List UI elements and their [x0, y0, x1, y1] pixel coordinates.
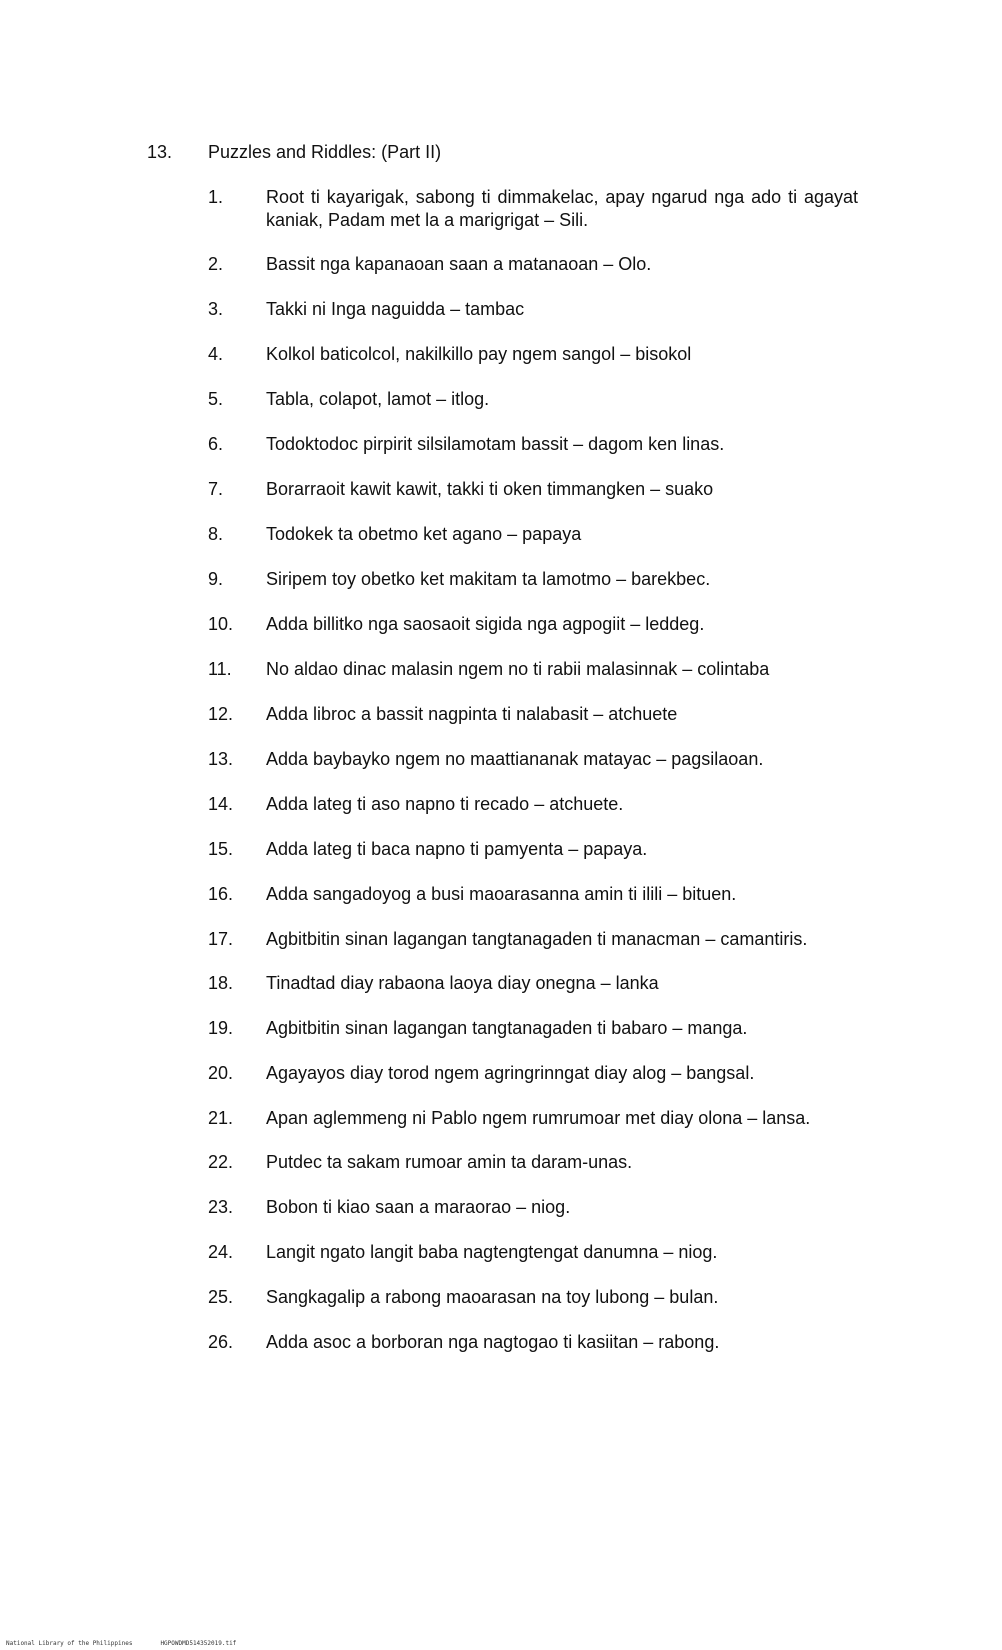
- riddle-item: [208, 298, 858, 321]
- riddle-item: [208, 478, 858, 501]
- riddle-number: 23.: [208, 1197, 234, 1217]
- riddle-number: 26.: [208, 1332, 234, 1352]
- riddle-number: 2.: [208, 254, 224, 274]
- riddle-text: Bassit nga kapanaoan saan a matanaoan – Olo.: [266, 254, 652, 274]
- riddle-text: Adda baybayko ngem no maattiananak matayac – pagsilaoan.: [266, 749, 764, 769]
- footer-library: National Library of the Philippines: [6, 1640, 133, 1647]
- riddle-text: Adda sangadoyog a busi maoarasanna amin ti ilili – bituen.: [266, 884, 737, 904]
- riddle-item: [208, 343, 858, 366]
- riddle-text: Borarraoit kawit kawit, takki ti oken timmangken – suako: [266, 479, 714, 499]
- riddle-item: [208, 658, 858, 681]
- riddle-item: [208, 433, 858, 456]
- riddle-text: Todoktodoc pirpirit silsilamotam bassit – dagom ken linas.: [266, 434, 725, 454]
- riddle-text: Adda billitko nga saosaoit sigida nga agpogiit – leddeg.: [266, 614, 705, 634]
- riddle-number: 5.: [208, 389, 224, 409]
- riddle-item: [208, 523, 858, 546]
- riddle-text: Takki ni Inga naguidda – tambac: [266, 299, 525, 319]
- riddle-item: [208, 972, 858, 995]
- section-number: 13.: [147, 142, 173, 162]
- riddle-text: Adda lateg ti baca napno ti pamyenta – papaya.: [266, 839, 648, 859]
- riddle-text: Adda lateg ti aso napno ti recado – atchuete.: [266, 794, 624, 814]
- riddle-number: 19.: [208, 1018, 234, 1038]
- riddle-item: [208, 388, 858, 411]
- riddle-item: [208, 793, 858, 816]
- riddle-number: 25.: [208, 1287, 234, 1307]
- riddle-text: Sangkagalip a rabong maoarasan na toy lubong – bulan.: [266, 1287, 719, 1307]
- riddle-list: [208, 186, 858, 1376]
- riddle-number: 6.: [208, 434, 224, 454]
- riddle-item: [208, 1107, 858, 1130]
- riddle-item: [208, 1017, 858, 1040]
- riddle-text: Agbitbitin sinan lagangan tangtanagaden ti manacman – camantiris.: [266, 929, 808, 949]
- riddle-number: 17.: [208, 929, 234, 949]
- riddle-item: [208, 838, 858, 861]
- riddle-number: 15.: [208, 839, 234, 859]
- riddle-item: [208, 1151, 858, 1174]
- riddle-text: Agayayos diay torod ngem agringrinngat diay alog – bangsal.: [266, 1063, 755, 1083]
- riddle-number: 8.: [208, 524, 224, 544]
- riddle-number: 13.: [208, 749, 234, 769]
- riddle-text: Kolkol baticolcol, nakilkillo pay ngem sangol – bisokol: [266, 344, 692, 364]
- riddle-item: [208, 1331, 858, 1354]
- riddle-item: [208, 613, 858, 636]
- riddle-text: Root ti kayarigak, sabong ti dimmakelac, apay ngarud nga ado ti agayat kaniak, Padam met la a marigrigat – Sili.: [266, 187, 858, 230]
- riddle-item: [208, 703, 858, 726]
- riddle-number: 24.: [208, 1242, 234, 1262]
- riddle-number: 12.: [208, 704, 234, 724]
- riddle-item: [208, 1062, 858, 1085]
- scan-footer: [6, 1640, 236, 1647]
- riddle-number: 9.: [208, 569, 224, 589]
- riddle-number: 14.: [208, 794, 234, 814]
- riddle-number: 22.: [208, 1152, 234, 1172]
- riddle-text: Tabla, colapot, lamot – itlog.: [266, 389, 490, 409]
- riddle-item: [208, 568, 858, 591]
- riddle-number: 11.: [208, 659, 232, 679]
- riddle-item: [208, 748, 858, 771]
- riddle-item: [208, 883, 858, 906]
- riddle-text: Adda libroc a bassit nagpinta ti nalabasit – atchuete: [266, 704, 678, 724]
- riddle-item: [208, 928, 858, 951]
- riddle-item: [208, 1241, 858, 1264]
- riddle-item: [208, 253, 858, 276]
- riddle-text: Putdec ta sakam rumoar amin ta daram-unas.: [266, 1152, 633, 1172]
- footer-code: HGPOWDMD514352019.tif: [160, 1640, 237, 1647]
- riddle-text: Agbitbitin sinan lagangan tangtanagaden ti babaro – manga.: [266, 1018, 748, 1038]
- riddle-number: 21.: [208, 1108, 234, 1128]
- riddle-text: Todokek ta obetmo ket agano – papaya: [266, 524, 582, 544]
- riddle-text: No aldao dinac malasin ngem no ti rabii malasinnak – colintaba: [266, 659, 770, 679]
- riddle-item: [208, 1196, 858, 1219]
- riddle-number: 16.: [208, 884, 234, 904]
- riddle-text: Siripem toy obetko ket makitam ta lamotmo – barekbec.: [266, 569, 711, 589]
- section-title: Puzzles and Riddles: (Part II): [208, 142, 442, 162]
- riddle-text: Langit ngato langit baba nagtengtengat danumna – niog.: [266, 1242, 718, 1262]
- riddle-number: 18.: [208, 973, 234, 993]
- riddle-text: Tinadtad diay rabaona laoya diay onegna – lanka: [266, 973, 659, 993]
- riddle-number: 20.: [208, 1063, 234, 1083]
- riddle-text: Bobon ti kiao saan a maraorao – niog.: [266, 1197, 571, 1217]
- riddle-number: 3.: [208, 299, 224, 319]
- riddle-number: 4.: [208, 344, 224, 364]
- riddle-number: 1.: [208, 187, 224, 207]
- riddle-text: Apan aglemmeng ni Pablo ngem rumrumoar met diay olona – lansa.: [266, 1108, 811, 1128]
- riddle-item: [208, 186, 858, 232]
- riddle-number: 10.: [208, 614, 234, 634]
- riddle-number: 7.: [208, 479, 224, 499]
- riddle-item: [208, 1286, 858, 1309]
- riddle-text: Adda asoc a borboran nga nagtogao ti kasiitan – rabong.: [266, 1332, 720, 1352]
